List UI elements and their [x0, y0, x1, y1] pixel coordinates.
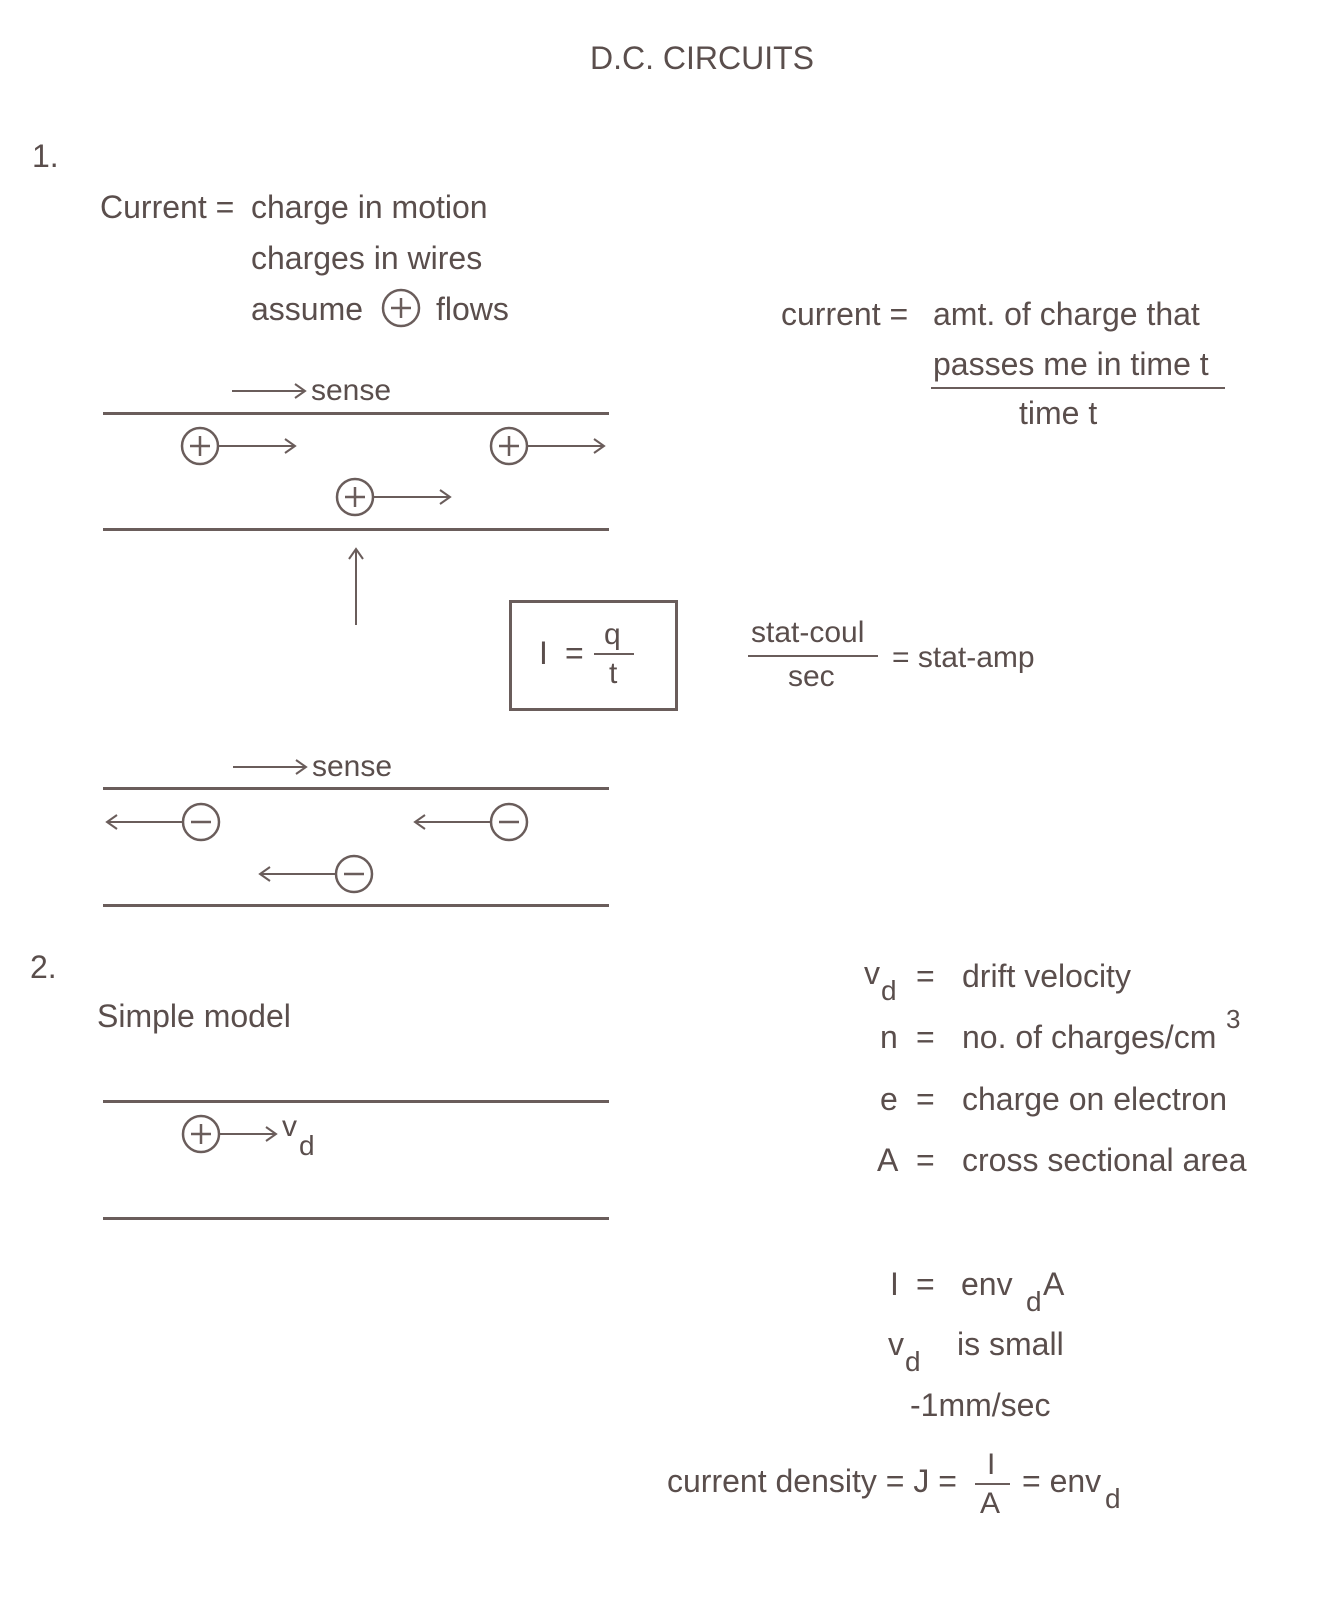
- wire-model-lower: [103, 1217, 609, 1220]
- vd-small-text: is small: [957, 1326, 1064, 1362]
- sense-label-bottom: sense: [312, 750, 393, 783]
- sense-label-top: sense: [311, 374, 392, 407]
- current-label: Current =: [100, 189, 235, 225]
- definition-num-line-1: amt. of charge that: [933, 296, 1200, 332]
- def-n-symbol: n: [880, 1019, 898, 1055]
- current-eq-eq: =: [916, 1266, 935, 1302]
- plus-charge-icon: [491, 428, 604, 464]
- current-def-line-1: charge in motion: [251, 189, 488, 225]
- minus-charge-icon: [107, 804, 219, 840]
- definition-lhs: current =: [781, 296, 909, 332]
- vd-small-symbol: v: [888, 1326, 904, 1362]
- def-vd-subscript: d: [881, 975, 897, 1006]
- simple-model-label: Simple model: [97, 998, 291, 1034]
- plus-charge-icon: [183, 1116, 276, 1152]
- assume-text: assume: [251, 291, 364, 327]
- formula-eq: =: [565, 635, 584, 671]
- density-rhs-subscript: d: [1105, 1483, 1121, 1514]
- formula-den: t: [609, 657, 618, 690]
- section-1-number: 1.: [32, 138, 59, 174]
- flows-text: flows: [436, 291, 509, 327]
- definition-den: time t: [1019, 395, 1098, 431]
- current-eq-rhs-pre: env: [961, 1266, 1013, 1302]
- section-2-number: 2.: [30, 949, 57, 985]
- density-label: current density = J =: [667, 1463, 957, 1499]
- def-n-desc: no. of charges/cm: [962, 1019, 1217, 1055]
- definition-num-line-2: passes me in time t: [933, 346, 1209, 382]
- vd-small-subscript: d: [905, 1346, 921, 1377]
- units-fraction-bar: [748, 655, 878, 657]
- density-den: A: [980, 1487, 1001, 1520]
- formula-lhs: I: [539, 635, 548, 671]
- density-num: I: [987, 1448, 996, 1481]
- units-rhs: = stat-amp: [892, 641, 1035, 674]
- wire-top-lower: [103, 528, 609, 531]
- def-e-eq: =: [916, 1081, 935, 1117]
- minus-charge-icon: [260, 856, 372, 892]
- assume-plus-icon: [383, 290, 419, 326]
- def-a-eq: =: [916, 1142, 935, 1178]
- density-rhs-pre: = env: [1022, 1463, 1102, 1499]
- density-fraction-bar: [975, 1483, 1010, 1485]
- plus-charge-icon: [182, 428, 295, 464]
- sense-arrow-top: [232, 384, 305, 398]
- def-vd-desc: drift velocity: [962, 958, 1131, 994]
- wire-model-upper: [103, 1100, 609, 1103]
- model-vd-symbol: v: [282, 1110, 297, 1143]
- units-num: stat-coul: [751, 616, 865, 649]
- def-vd-eq: =: [916, 958, 935, 994]
- def-a-desc: cross sectional area: [962, 1142, 1247, 1178]
- approx-value: -1mm/sec: [910, 1387, 1051, 1423]
- page-title: D.C. CIRCUITS: [590, 40, 814, 76]
- definition-fraction-bar: [931, 387, 1225, 389]
- current-eq-subscript: d: [1026, 1286, 1042, 1317]
- wire-top-upper: [103, 412, 609, 415]
- def-a-symbol: A: [877, 1142, 899, 1178]
- current-eq-lhs: I: [890, 1266, 899, 1302]
- minus-charge-icon: [415, 804, 527, 840]
- sense-arrow-bottom: [233, 760, 306, 774]
- def-e-desc: charge on electron: [962, 1081, 1228, 1117]
- current-eq-rhs-post: A: [1043, 1266, 1065, 1302]
- plus-charge-icon: [337, 479, 450, 515]
- def-n-eq: =: [916, 1019, 935, 1055]
- wire-bottom-lower: [103, 904, 609, 907]
- formula-num: q: [604, 618, 621, 651]
- formula-box: [509, 600, 678, 711]
- def-vd-symbol: v: [864, 955, 880, 991]
- units-den: sec: [788, 660, 835, 693]
- formula-fraction-bar: [594, 653, 634, 655]
- model-vd-subscript: d: [299, 1130, 315, 1161]
- wire-bottom-upper: [103, 787, 609, 790]
- current-def-line-2: charges in wires: [251, 240, 483, 276]
- def-e-symbol: e: [880, 1081, 898, 1117]
- def-n-superscript: 3: [1226, 1004, 1241, 1034]
- up-arrow-icon: [349, 549, 363, 625]
